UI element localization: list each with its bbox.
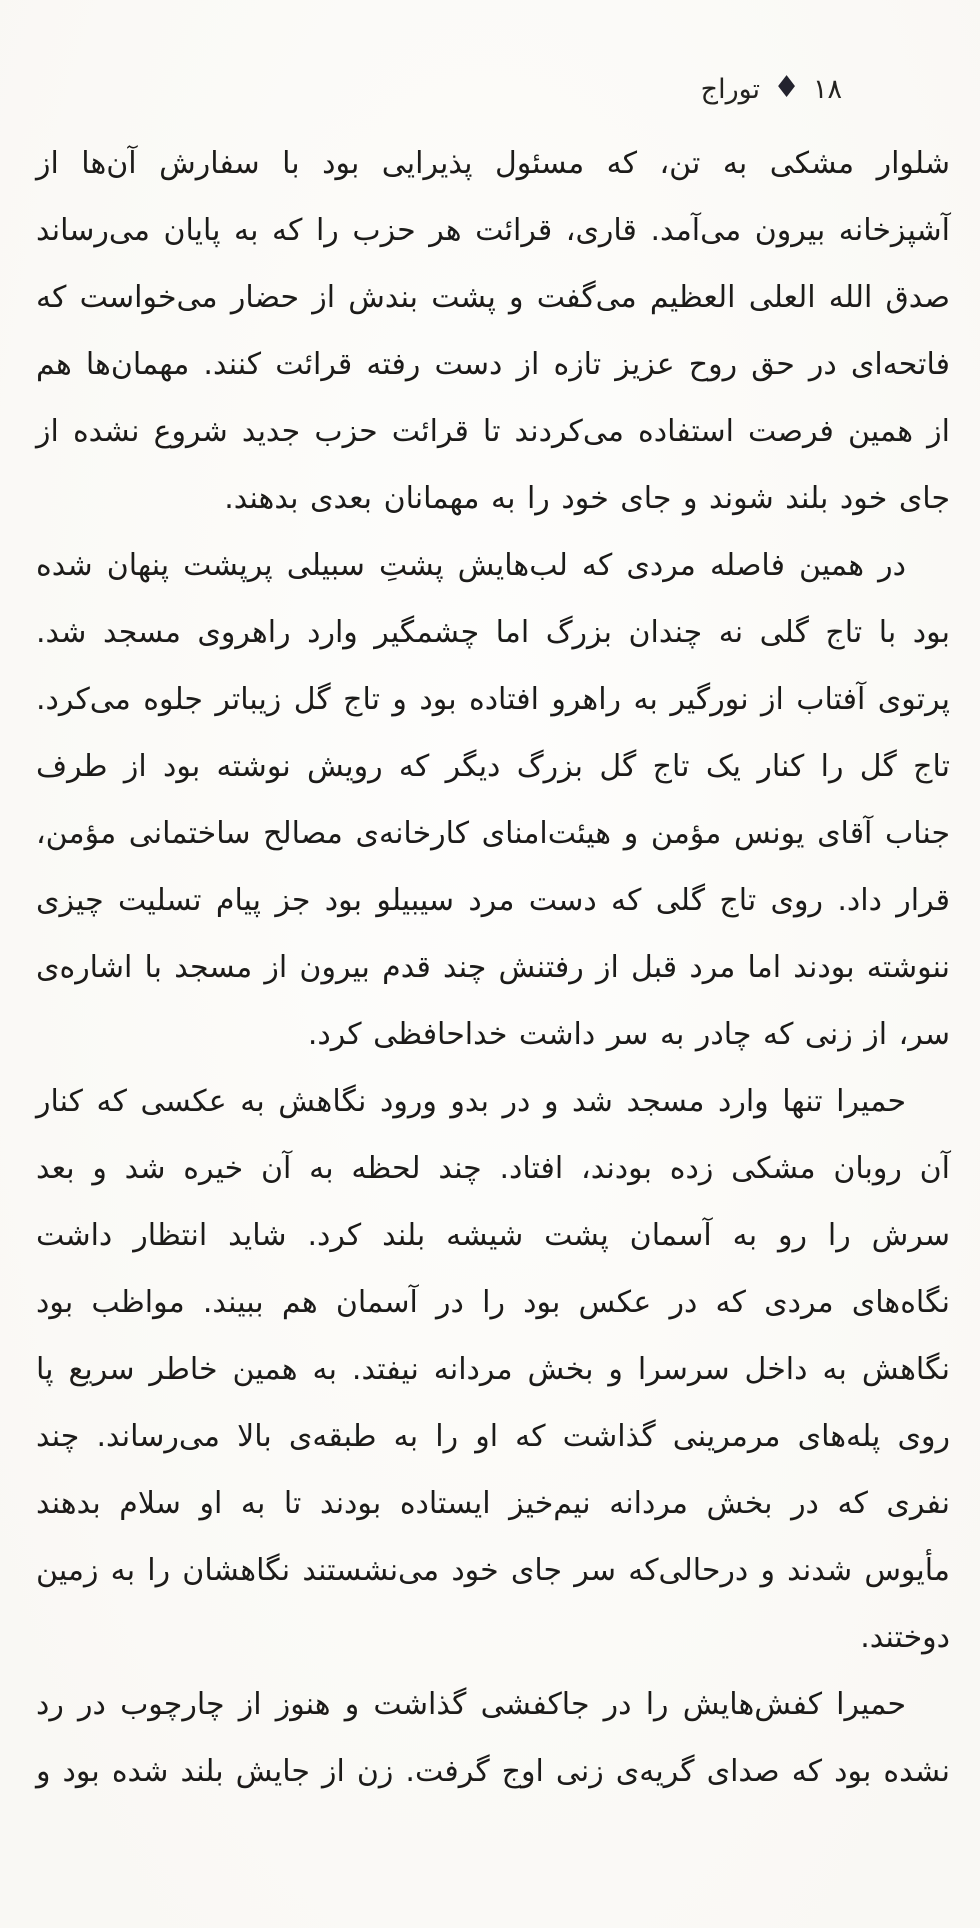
diamond-icon: ♦ xyxy=(773,69,800,105)
paragraph: حمیرا کفش‌هایش را در جاکفشی گذاشت و هنوز از چارچوب در رد نشده بود که صدای گریه‌ی زنی اوج گرفت. زن از جایش بلند شده بود و xyxy=(36,1687,950,1789)
page-header xyxy=(700,69,842,105)
book-title: توراج xyxy=(700,74,761,105)
paragraph: شلوار مشکی به تن، که مسئول پذیرایی بود با سفارش آن‌ها از آشپزخانه بیرون می‌آمد. قاری، قرائت هر حزب را که به پایان می‌رساند صدق الله العلی العظیم می‌گفت و پشت بندش از حضار می‌خواست که فاتحه‌ای در حق روح عزیز تازه از دست رفته قرائت کنند. مهمان‌ها هم از همین فرصت استفاده می‌کردند تا قرائت حزب جدید شروع نشده از جای خود بلند شوند و جای خود را به مهمانان بعدی بدهند. xyxy=(36,146,950,516)
body-text xyxy=(36,130,950,1805)
page-number: ۱۸ xyxy=(812,74,842,105)
paragraph: حمیرا تنها وارد مسجد شد و در بدو ورود نگاهش به عکسی که کنار آن روبان مشکی زده بودند، افتاد. چند لحظه به آن خیره شد و بعد سرش را رو به آسمان پشت شیشه بلند کرد. شاید انتظار داشت نگاه‌های مردی که در عکس بود را در آسمان هم ببیند. مواظب بود نگاهش به داخل سرسرا و بخش مردانه نیفتد. به همین خاطر سریع پا روی پله‌های مرمرینی گذاشت که او را به طبقه‌ی بالا می‌رساند. چند نفری که در بخش مردانه نیم‌خیز ایستاده بودند تا به او سلام بدهند مأیوس شدند و درحالی‌که سر جای خود می‌نشستند نگاهشان را به زمین دوختند. xyxy=(36,1084,950,1655)
paragraph: در همین فاصله مردی که لب‌هایش پشتِ سبیلی پرپشت پنهان شده بود با تاج گلی نه چندان بزرگ اما چشمگیر وارد راهروی مسجد شد. پرتوی آفتاب از نورگیر به راهرو افتاده بود و تاج گل زیباتر جلوه می‌کرد. تاج گل را کنار یک تاج گل بزرگ دیگر که رویش نوشته بود از طرف جناب آقای یونس مؤمن و هیئت‌امنای کارخانه‌ی مصالح ساختمانی مؤمن، قرار داد. روی تاج گلی که دست مرد سیبیلو بود جز پیام تسلیت چیزی ننوشته بودند اما مرد قبل از رفتنش چند قدم بیرون از مسجد با اشاره‌ی سر، از زنی که چادر به سر داشت خداحافظی کرد. xyxy=(36,548,950,1052)
